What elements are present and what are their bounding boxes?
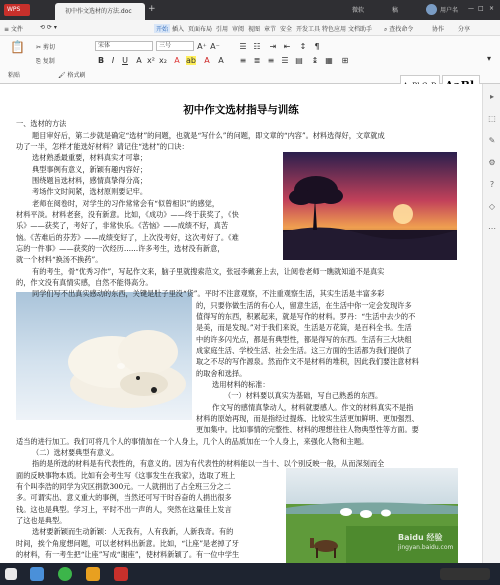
borders-icon[interactable]: ⊞ <box>341 56 349 65</box>
paragraph-line: 就一个材料“换汤不换药”。 <box>16 255 103 264</box>
line-spacing-icon[interactable]: ↨ <box>311 56 319 65</box>
paragraph-line: 选材熟悉最重要，材料真实才可靠； <box>32 153 148 162</box>
paragraph-line: 更加集中。比如事情的完整性、材料的理想往往人物典型性等方面。要 <box>196 425 419 434</box>
tab-security[interactable]: 安全 <box>280 26 293 33</box>
more-icon[interactable]: ⋯ <box>488 224 496 233</box>
underline-button[interactable]: U <box>122 56 128 65</box>
paragraph-line: 忘的一件事》——获奖的一次经历……许多考生，选材没有新意， <box>16 244 225 253</box>
char-border-icon[interactable]: A <box>218 56 224 65</box>
tab-references[interactable]: 引用 <box>216 26 229 33</box>
paragraph-line: 面的反映事物本质。比如有会考生写《这事发生在我家》，选取了班上 <box>16 471 236 480</box>
paragraph-line: 是美，而是发现。”对于我们来说，生活是万花筒，是百科全书。生活 <box>196 323 412 332</box>
tab-view[interactable]: 视图 <box>248 26 261 33</box>
app-icon[interactable] <box>86 567 100 581</box>
strikethrough-button[interactable]: A <box>136 56 142 65</box>
select-icon[interactable]: ⬚ <box>488 114 496 123</box>
align-center-icon[interactable]: ≣ <box>253 56 261 65</box>
italic-button[interactable]: I <box>111 56 115 65</box>
browser-icon[interactable] <box>58 567 72 581</box>
text-effect-icon[interactable]: A <box>204 56 210 65</box>
cut-button[interactable]: ✂ 剪切 <box>36 44 55 51</box>
paste-icon[interactable]: 📋 <box>10 40 25 54</box>
document-tab[interactable]: 初中作文选材的方法.doc <box>55 3 145 20</box>
indent-icon[interactable]: ⇥ <box>269 42 277 51</box>
settings-icon[interactable]: ⚙ <box>488 158 496 167</box>
paragraph-line: 材料的原始再现，而是指经过提炼、比较实生活更加鲜明、更加强烈、 <box>196 414 419 423</box>
distributed-icon[interactable]: ▤ <box>295 56 303 65</box>
page-title: 初中作文选材指导与训练 <box>183 104 299 116</box>
cut-label: 剪切 <box>42 44 55 51</box>
sunset-tree-image <box>283 152 457 260</box>
sort-icon[interactable]: ↕ <box>299 42 307 51</box>
expand-icon[interactable]: ▸ <box>489 92 494 101</box>
polar-bear-image <box>16 292 192 420</box>
paragraph-line: 选用材料的标准： <box>212 380 270 389</box>
outdent-icon[interactable]: ⇤ <box>283 42 291 51</box>
shapes-icon[interactable]: ◇ <box>488 202 496 211</box>
start-icon[interactable] <box>5 568 17 580</box>
grow-font-icon[interactable]: A⁺ <box>197 42 207 51</box>
ribbon-toolbar <box>0 36 500 84</box>
paragraph-line: 时间，挨个角度想问题，可以老材料出新意。比如，“让座”是老掉了牙 <box>16 539 239 548</box>
paragraph-line: 成家庭生活、学校生活、社会生活。这三方面的生活都为我们提供了 <box>196 346 412 355</box>
copy-label: 复制 <box>42 58 55 65</box>
maximize-button[interactable]: □ <box>478 5 484 12</box>
paragraph-line: 钱。这也是典型。学习上，平时不出一声的人，突然在这量佳上发言 <box>16 505 232 514</box>
paragraph-line: 老师在阅卷时，对学生的习作常常会有“似曾相识”的感觉， <box>32 199 220 208</box>
watermark-url: jingyan.baidu.com <box>398 544 454 551</box>
file-menu[interactable]: ≡ 文件 <box>4 26 23 33</box>
paragraph-line: 的材料，有一考生把“让座”写成“谢座”，使材料新颖了。有一位中学生 <box>16 550 240 559</box>
format-painter-button[interactable]: 🖌 格式刷 <box>58 72 86 79</box>
font-size-select[interactable]: 三号 <box>156 41 194 51</box>
tab-insert[interactable]: 插入 <box>172 26 185 33</box>
document-canvas[interactable] <box>0 84 482 563</box>
paragraph-line: （一）材料要以真实为基础，写自己熟悉的东西。 <box>224 391 383 400</box>
tab-developer[interactable]: 开发工具 <box>296 26 321 33</box>
tab-features[interactable]: 特色应用 <box>322 26 347 33</box>
wps-logo[interactable]: WPS <box>4 4 30 16</box>
tab-chapter[interactable]: 章节 <box>264 26 277 33</box>
tab-start[interactable]: 开始 <box>156 26 169 33</box>
paragraph-line: 典型事例有意义，新颖有趣内容好； <box>32 165 148 174</box>
font-family-select[interactable]: 宋体 <box>95 41 153 51</box>
share-button[interactable]: 分享 <box>458 26 471 33</box>
explorer-icon[interactable] <box>30 567 44 581</box>
align-right-icon[interactable]: ≡ <box>267 56 275 65</box>
paragraph-line: 考场作文时间紧，选材原则要记牢。 <box>32 187 148 196</box>
paragraph-line: 题目审好后，第二步就是确定“选材”的问题，也就是“写什么”的问题，即文章的“内容”。材料选得好，文章就成 <box>32 131 385 140</box>
highlight-icon[interactable]: ab <box>186 56 196 65</box>
paste-button[interactable]: 粘贴 <box>8 72 21 79</box>
paragraph-line: （二）选材要典型有意义。 <box>32 448 119 457</box>
tab-page-layout[interactable]: 页面布局 <box>188 26 213 33</box>
align-left-icon[interactable]: ≡ <box>239 56 247 65</box>
paragraph-line: 围绕题旨选材料，感情真挚得分高； <box>32 176 148 185</box>
numbered-list-icon[interactable]: ☷ <box>253 42 261 51</box>
paragraph-line: 有个叫李浩的同学为灾区捐款300元。一人就捐出了占全班三分之二 <box>16 482 231 491</box>
paragraph-line: 选材要新颖而生动新颖：人无我有，人有我新，人新我奇。有的 <box>32 527 234 536</box>
wps-taskbar-icon[interactable] <box>114 567 128 581</box>
new-tab-icon[interactable]: + <box>148 4 156 14</box>
titlebar-button-1[interactable]: 微软 <box>352 7 365 14</box>
bold-button[interactable]: B <box>97 56 105 65</box>
paragraph-line: 值得写的东西，积累起来，就是写作的材料。罗丹：“生活中去少的不 <box>196 312 416 321</box>
paragraph-line: 指的是所选的材料是有代表性的，有意义的。因为有代表性的材料能以一当十、以个别反映一般，从而深刻而全 <box>32 459 385 468</box>
subscript-button[interactable]: x₂ <box>159 56 167 65</box>
paragraph-line: 作文写的感情真挚动人，材料就要感人。作文的材料真实不是指 <box>212 403 414 412</box>
paragraph-line: 中的许多闪光点，都是有典型性，都是得写的东西。生活有三大块组 <box>196 335 412 344</box>
title-bar <box>0 0 500 20</box>
user-name[interactable]: 用户名 <box>440 7 459 14</box>
paragraph-line: 恼。《苦难后的芬芳》——成绩变好了，上次没考好，这次考好了。《难 <box>16 233 239 242</box>
paragraph-line: 取之不尽的写作源泉。然而作文不是材料的堆积，因此我们要注意材料 <box>196 357 419 366</box>
copy-button[interactable]: ⎘ 复制 <box>36 58 55 65</box>
justify-icon[interactable]: ☰ <box>281 56 289 65</box>
paragraph-line: 的取舍和选择。 <box>196 369 247 378</box>
paragraph-line: 了这也是典型。 <box>16 516 67 525</box>
paragraph-line: 多。可谓实出、意义重大的事例，当然还可写干时吞奋的人捐出很多 <box>16 493 232 502</box>
paragraph-line: 适当的进行加工。我们可将几个人的事情加在一个人身上，几个人的品质加在一个人身上，来强化人物和主题。 <box>16 437 369 446</box>
tab-doc-assistant[interactable]: 文档助手 <box>348 26 373 33</box>
paragraph-line: 同学们写不出真实感动的东西，关键是肚子里没“货”。平时不注意观察，不注重观察生活，其实生活是丰富多彩 <box>32 289 385 298</box>
paragraph-line: 的，只要你做生活的有心人，留意生活，在生活中你一定会发现许多 <box>196 301 412 310</box>
menu-more-icon[interactable]: ⟲ ⟳ ▾ <box>40 24 57 31</box>
search-command-label: 查找命令 <box>389 26 414 33</box>
shrink-font-icon[interactable]: A⁻ <box>210 42 220 51</box>
pilcrow-icon[interactable]: ¶ <box>314 42 320 51</box>
help-icon[interactable]: ? <box>489 180 495 189</box>
menu-bar <box>0 20 500 36</box>
close-button[interactable]: × <box>489 5 495 12</box>
styles-more-icon[interactable]: ▾ <box>486 54 491 63</box>
superscript-button[interactable]: x² <box>147 56 155 65</box>
search-command[interactable]: ⌕ 查找命令 <box>384 26 414 33</box>
font-color-icon[interactable]: A <box>174 56 180 65</box>
pen-icon[interactable]: ✎ <box>488 136 496 145</box>
bullet-list-icon[interactable]: ☰ <box>239 42 247 51</box>
paragraph-line: 功了一半，怎样才能选好材料？请记住“选材”的口诀： <box>16 142 189 151</box>
watermark: Baidu 经验 <box>398 533 443 542</box>
paragraph-line: 有的考生，骨“优秀习作”，写起作文来，脑子里就搜索范文，张冠李戴套上去，让阅卷老师一瞧就知道不是真实 <box>32 267 385 276</box>
paragraph-line: 乐》——获奖了，考好了，非常快乐。《苦恼》——成绩不好，真苦 <box>16 221 229 230</box>
paragraph-line: 的，作文没有真情实感，自然不能得高分。 <box>16 278 153 287</box>
collab-button[interactable]: 协作 <box>432 26 445 33</box>
tab-review[interactable]: 审阅 <box>232 26 245 33</box>
avatar[interactable] <box>426 4 437 15</box>
format-painter-label: 格式刷 <box>67 72 86 79</box>
taskbar <box>0 563 500 585</box>
right-sidebar <box>482 84 500 563</box>
section-heading: 一、选材的方法 <box>16 119 67 128</box>
system-tray[interactable] <box>440 568 490 580</box>
paragraph-line: 材料平淡。材料老套，没有新意。比如，《成功》——终于获奖了，《快 <box>16 210 239 219</box>
minimize-button[interactable]: — <box>468 5 474 12</box>
shading-icon[interactable]: ▦ <box>325 56 333 65</box>
titlebar-button-3[interactable]: 稿 <box>392 7 399 14</box>
